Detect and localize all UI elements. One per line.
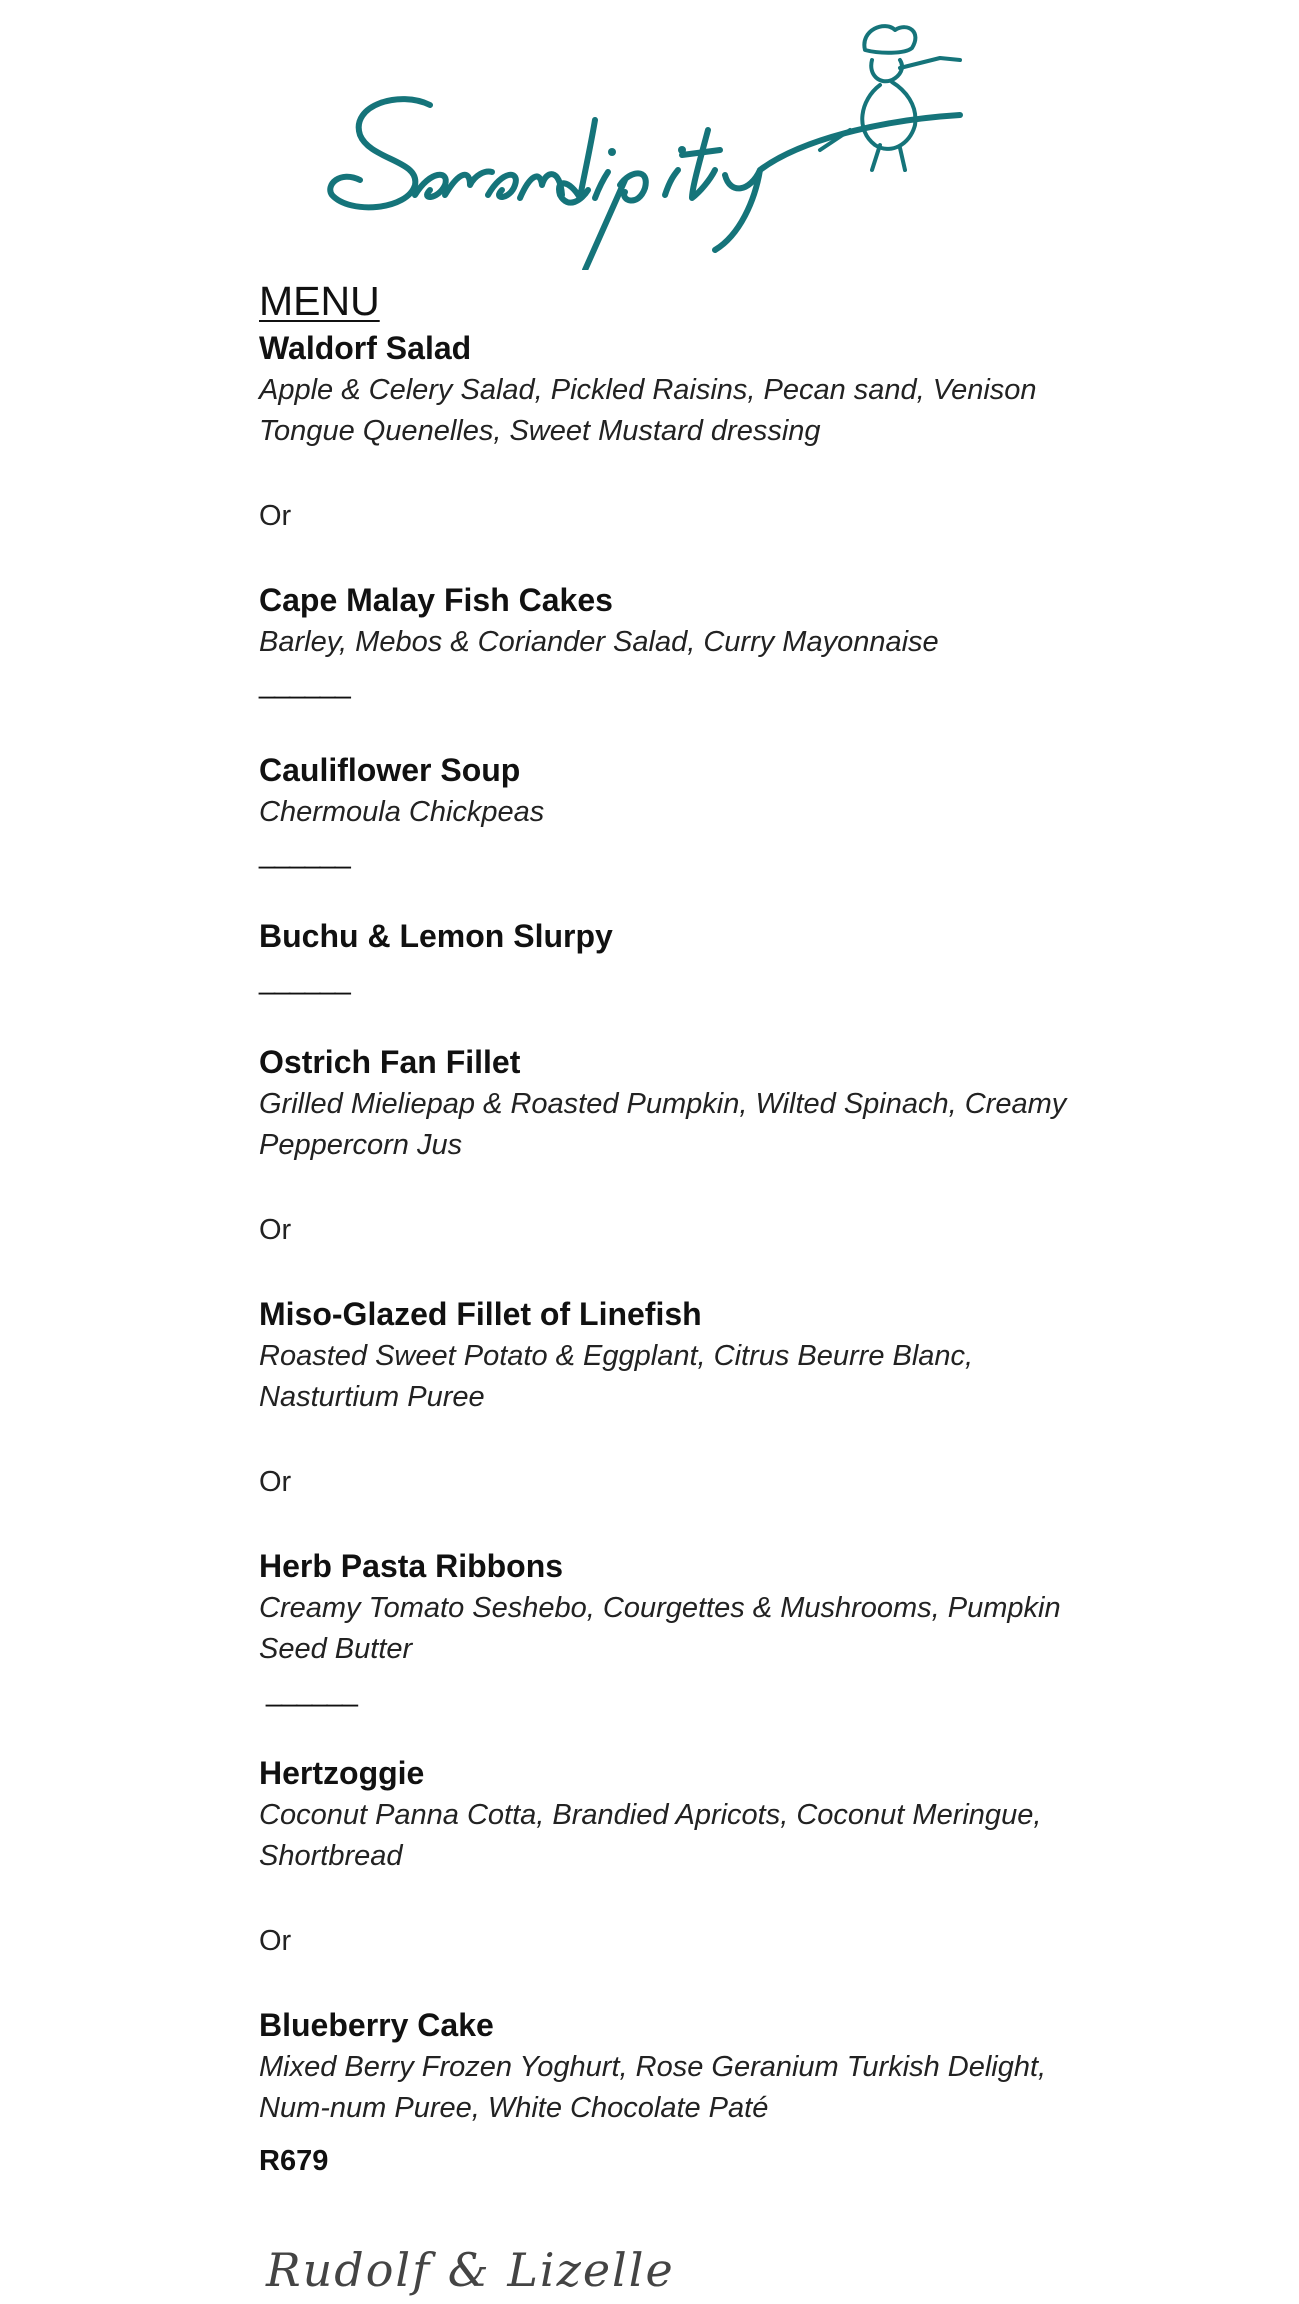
course-divider: ______ xyxy=(259,964,350,996)
dish-description-line: Coconut Panna Cotta, Brandied Apricots, Coconut Meringue, xyxy=(259,1799,1042,1831)
dish-description-line: Seed Butter xyxy=(259,1633,413,1665)
course-divider: ______ xyxy=(259,838,350,870)
course-divider: ______ xyxy=(259,668,350,700)
dish-name: Herb Pasta Ribbons xyxy=(259,1548,564,1584)
dish-description-line: Mixed Berry Frozen Yoghurt, Rose Geranium Turkish Delight, xyxy=(259,2051,1047,2083)
or-separator: Or xyxy=(259,1925,292,1957)
dish-description-line: Num-num Puree, White Chocolate Paté xyxy=(259,2092,769,2124)
or-separator: Or xyxy=(259,500,292,532)
dish-name: Buchu & Lemon Slurpy xyxy=(259,918,613,954)
svg-text:Rudolf & Lizelle: Rudolf & Lizelle xyxy=(266,2243,675,2297)
dish-description-line: Shortbread xyxy=(259,1840,403,1872)
dish-name: Blueberry Cake xyxy=(259,2007,494,2043)
dish-name: Waldorf Salad xyxy=(259,330,472,366)
dish-description-line: Grilled Mieliepap & Roasted Pumpkin, Wilted Spinach, Creamy xyxy=(259,1088,1067,1120)
dish-description-line: Barley, Mebos & Coriander Salad, Curry Mayonnaise xyxy=(259,626,939,658)
dish-name: Cauliflower Soup xyxy=(259,752,521,788)
dish-name: Hertzoggie xyxy=(259,1755,425,1791)
serendipity-logo-icon xyxy=(320,20,980,270)
dish-description-line: Chermoula Chickpeas xyxy=(259,796,545,828)
dish-description-line: Peppercorn Jus xyxy=(259,1129,463,1161)
course-divider: ______ xyxy=(259,1676,357,1708)
dish-name: Ostrich Fan Fillet xyxy=(259,1044,521,1080)
dish-description-line: Tongue Quenelles, Sweet Mustard dressing xyxy=(259,415,821,447)
menu-heading: MENU xyxy=(259,278,380,324)
dish-description-line: Roasted Sweet Potato & Eggplant, Citrus Beurre Blanc, xyxy=(259,1340,974,1372)
signature-rudolf-lizelle xyxy=(262,2236,682,2302)
menu-price: R679 xyxy=(259,2145,329,2177)
dish-name: Cape Malay Fish Cakes xyxy=(259,582,613,618)
or-separator: Or xyxy=(259,1466,292,1498)
dish-description-line: Nasturtium Puree xyxy=(259,1381,485,1413)
dish-name: Miso-Glazed Fillet of Linefish xyxy=(259,1296,702,1332)
dish-description-line: Apple & Celery Salad, Pickled Raisins, Pecan sand, Venison xyxy=(259,374,1037,406)
or-separator: Or xyxy=(259,1214,292,1246)
dish-description-line: Creamy Tomato Seshebo, Courgettes & Mushrooms, Pumpkin xyxy=(259,1592,1061,1624)
